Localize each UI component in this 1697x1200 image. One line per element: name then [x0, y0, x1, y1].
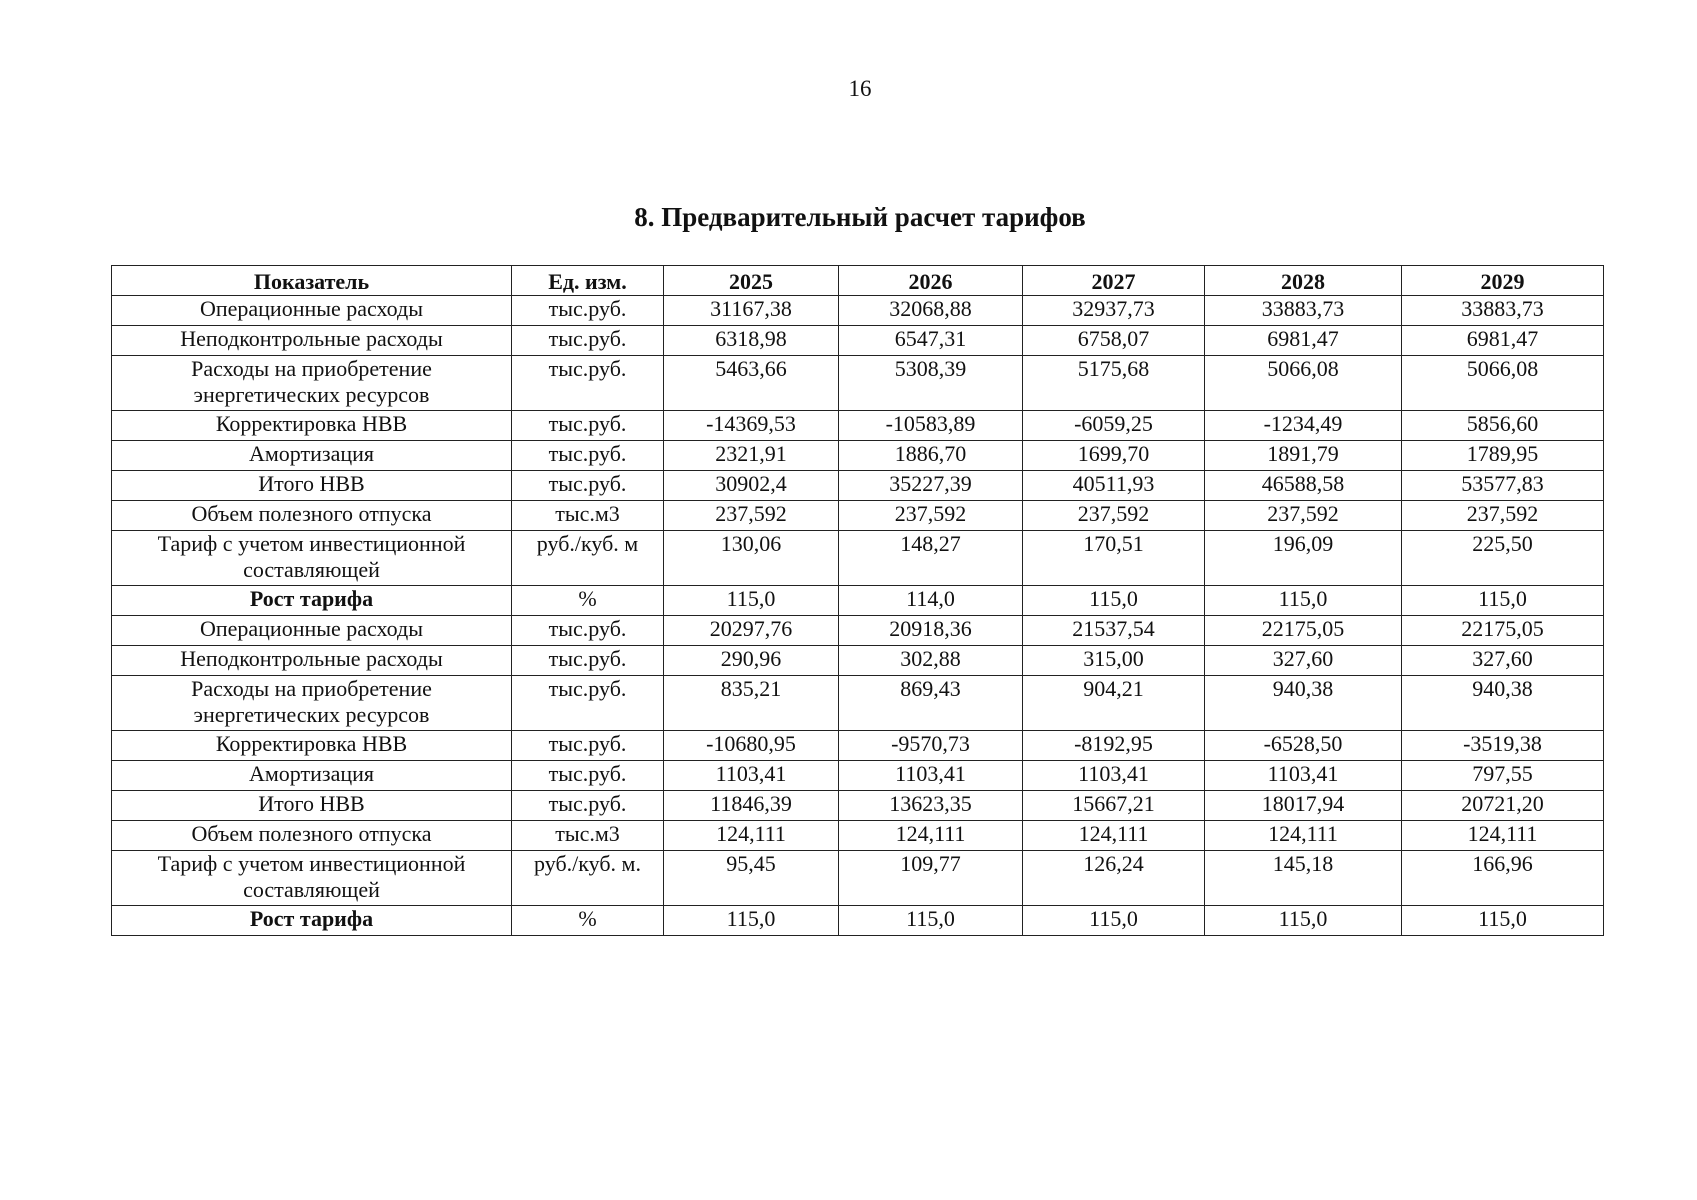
value-cell-2027: 40511,93: [1023, 471, 1205, 501]
unit-cell: тыс.м3: [512, 821, 664, 851]
value-cell-2027: 237,592: [1023, 501, 1205, 531]
value-cell-2027: 115,0: [1023, 906, 1205, 936]
value-cell-2026: 35227,39: [839, 471, 1023, 501]
table-row: [112, 906, 1604, 936]
unit-cell: тыс.руб.: [512, 646, 664, 676]
value-cell-2029: 22175,05: [1402, 616, 1604, 646]
unit-cell: тыс.м3: [512, 501, 664, 531]
value-cell-2029: 5856,60: [1402, 411, 1604, 441]
value-cell-2028: 46588,58: [1205, 471, 1402, 501]
value-cell-2029: 166,96: [1402, 851, 1604, 906]
unit-cell: тыс.руб.: [512, 676, 664, 731]
value-cell-2028: 22175,05: [1205, 616, 1402, 646]
value-cell-2026: 1886,70: [839, 441, 1023, 471]
table-row: [112, 731, 1604, 761]
table-row: [112, 586, 1604, 616]
value-cell-2025: 1103,41: [664, 761, 839, 791]
value-cell-2027: 115,0: [1023, 586, 1205, 616]
value-cell-2027: 315,00: [1023, 646, 1205, 676]
table-body: [112, 296, 1604, 936]
value-cell-2029: 6981,47: [1402, 326, 1604, 356]
unit-cell: руб./куб. м.: [512, 851, 664, 906]
value-cell-2026: 302,88: [839, 646, 1023, 676]
value-cell-2025: 237,592: [664, 501, 839, 531]
indicator-cell: Корректировка НВВ: [112, 731, 512, 761]
indicator-cell: Операционные расходы: [112, 296, 512, 326]
header-year-2025: 2025: [664, 266, 839, 296]
value-cell-2029: 53577,83: [1402, 471, 1604, 501]
table-row: [112, 411, 1604, 441]
value-cell-2025: 20297,76: [664, 616, 839, 646]
value-cell-2025: 130,06: [664, 531, 839, 586]
value-cell-2025: 30902,4: [664, 471, 839, 501]
header-year-2029: 2029: [1402, 266, 1604, 296]
value-cell-2026: 124,111: [839, 821, 1023, 851]
value-cell-2026: 6547,31: [839, 326, 1023, 356]
value-cell-2026: 109,77: [839, 851, 1023, 906]
value-cell-2026: 148,27: [839, 531, 1023, 586]
value-cell-2026: 13623,35: [839, 791, 1023, 821]
value-cell-2025: -14369,53: [664, 411, 839, 441]
value-cell-2029: 5066,08: [1402, 356, 1604, 411]
indicator-cell: Операционные расходы: [112, 616, 512, 646]
value-cell-2027: -6059,25: [1023, 411, 1205, 441]
indicator-cell: Тариф с учетом инвестиционной составляющей: [112, 531, 512, 586]
table-header-row: [112, 266, 1604, 296]
value-cell-2029: 115,0: [1402, 586, 1604, 616]
value-cell-2025: 31167,38: [664, 296, 839, 326]
indicator-cell: Итого НВВ: [112, 791, 512, 821]
indicator-cell: Объем полезного отпуска: [112, 821, 512, 851]
unit-cell: тыс.руб.: [512, 731, 664, 761]
unit-cell: %: [512, 586, 664, 616]
table-row: [112, 646, 1604, 676]
header-indicator: Показатель: [112, 266, 512, 296]
table-row: [112, 761, 1604, 791]
value-cell-2028: 18017,94: [1205, 791, 1402, 821]
value-cell-2027: 1103,41: [1023, 761, 1205, 791]
header-year-2026: 2026: [839, 266, 1023, 296]
value-cell-2025: 5463,66: [664, 356, 839, 411]
indicator-cell: Рост тарифа: [112, 906, 512, 936]
value-cell-2027: 15667,21: [1023, 791, 1205, 821]
table-row: [112, 616, 1604, 646]
value-cell-2026: 869,43: [839, 676, 1023, 731]
table-row: [112, 676, 1604, 731]
value-cell-2029: 124,111: [1402, 821, 1604, 851]
indicator-cell: Корректировка НВВ: [112, 411, 512, 441]
value-cell-2025: 95,45: [664, 851, 839, 906]
value-cell-2029: -3519,38: [1402, 731, 1604, 761]
table-row: [112, 531, 1604, 586]
value-cell-2027: 6758,07: [1023, 326, 1205, 356]
unit-cell: тыс.руб.: [512, 296, 664, 326]
value-cell-2028: -1234,49: [1205, 411, 1402, 441]
value-cell-2028: 196,09: [1205, 531, 1402, 586]
unit-cell: тыс.руб.: [512, 441, 664, 471]
value-cell-2027: 5175,68: [1023, 356, 1205, 411]
value-cell-2028: 115,0: [1205, 586, 1402, 616]
indicator-cell: Неподконтрольные расходы: [112, 326, 512, 356]
value-cell-2026: 5308,39: [839, 356, 1023, 411]
header-unit: Ед. изм.: [512, 266, 664, 296]
unit-cell: %: [512, 906, 664, 936]
unit-cell: тыс.руб.: [512, 326, 664, 356]
value-cell-2028: 237,592: [1205, 501, 1402, 531]
indicator-cell: Амортизация: [112, 761, 512, 791]
value-cell-2025: 6318,98: [664, 326, 839, 356]
value-cell-2027: 904,21: [1023, 676, 1205, 731]
table-row: [112, 821, 1604, 851]
indicator-cell: Объем полезного отпуска: [112, 501, 512, 531]
value-cell-2027: 124,111: [1023, 821, 1205, 851]
table-row: [112, 851, 1604, 906]
value-cell-2025: 2321,91: [664, 441, 839, 471]
value-cell-2028: 5066,08: [1205, 356, 1402, 411]
value-cell-2028: 124,111: [1205, 821, 1402, 851]
value-cell-2025: 115,0: [664, 586, 839, 616]
value-cell-2029: 33883,73: [1402, 296, 1604, 326]
header-year-2028: 2028: [1205, 266, 1402, 296]
table-row: [112, 441, 1604, 471]
indicator-cell: Итого НВВ: [112, 471, 512, 501]
unit-cell: тыс.руб.: [512, 471, 664, 501]
value-cell-2029: 225,50: [1402, 531, 1604, 586]
indicator-cell: Расходы на приобретение энергетических ресурсов: [112, 676, 512, 731]
value-cell-2025: 115,0: [664, 906, 839, 936]
value-cell-2028: 33883,73: [1205, 296, 1402, 326]
indicator-cell: Амортизация: [112, 441, 512, 471]
value-cell-2025: 290,96: [664, 646, 839, 676]
unit-cell: тыс.руб.: [512, 356, 664, 411]
table-row: [112, 471, 1604, 501]
value-cell-2026: 115,0: [839, 906, 1023, 936]
value-cell-2026: 114,0: [839, 586, 1023, 616]
table-row: [112, 791, 1604, 821]
unit-cell: тыс.руб.: [512, 616, 664, 646]
value-cell-2029: 1789,95: [1402, 441, 1604, 471]
value-cell-2028: 327,60: [1205, 646, 1402, 676]
indicator-cell: Неподконтрольные расходы: [112, 646, 512, 676]
value-cell-2029: 237,592: [1402, 501, 1604, 531]
value-cell-2025: 11846,39: [664, 791, 839, 821]
value-cell-2028: 145,18: [1205, 851, 1402, 906]
value-cell-2027: 21537,54: [1023, 616, 1205, 646]
value-cell-2028: 1891,79: [1205, 441, 1402, 471]
unit-cell: тыс.руб.: [512, 791, 664, 821]
value-cell-2028: 6981,47: [1205, 326, 1402, 356]
value-cell-2029: 327,60: [1402, 646, 1604, 676]
unit-cell: тыс.руб.: [512, 761, 664, 791]
tariff-table: [111, 265, 1604, 936]
table-row: [112, 296, 1604, 326]
value-cell-2026: 237,592: [839, 501, 1023, 531]
value-cell-2026: 1103,41: [839, 761, 1023, 791]
table-row: [112, 326, 1604, 356]
value-cell-2027: -8192,95: [1023, 731, 1205, 761]
value-cell-2029: 115,0: [1402, 906, 1604, 936]
indicator-cell: Тариф с учетом инвестиционной составляющей: [112, 851, 512, 906]
value-cell-2028: -6528,50: [1205, 731, 1402, 761]
value-cell-2027: 1699,70: [1023, 441, 1205, 471]
value-cell-2027: 126,24: [1023, 851, 1205, 906]
value-cell-2029: 940,38: [1402, 676, 1604, 731]
indicator-cell: Расходы на приобретение энергетических ресурсов: [112, 356, 512, 411]
value-cell-2026: -9570,73: [839, 731, 1023, 761]
section-title: 8. Предварительный расчет тарифов: [634, 202, 1086, 232]
indicator-cell: Рост тарифа: [112, 586, 512, 616]
value-cell-2025: 835,21: [664, 676, 839, 731]
value-cell-2029: 20721,20: [1402, 791, 1604, 821]
value-cell-2028: 940,38: [1205, 676, 1402, 731]
value-cell-2028: 115,0: [1205, 906, 1402, 936]
table-row: [112, 501, 1604, 531]
value-cell-2027: 32937,73: [1023, 296, 1205, 326]
value-cell-2027: 170,51: [1023, 531, 1205, 586]
page-number: 16: [848, 76, 872, 101]
value-cell-2025: -10680,95: [664, 731, 839, 761]
header-year-2027: 2027: [1023, 266, 1205, 296]
value-cell-2029: 797,55: [1402, 761, 1604, 791]
value-cell-2028: 1103,41: [1205, 761, 1402, 791]
value-cell-2026: -10583,89: [839, 411, 1023, 441]
value-cell-2026: 20918,36: [839, 616, 1023, 646]
value-cell-2026: 32068,88: [839, 296, 1023, 326]
table-row: [112, 356, 1604, 411]
unit-cell: руб./куб. м: [512, 531, 664, 586]
unit-cell: тыс.руб.: [512, 411, 664, 441]
value-cell-2025: 124,111: [664, 821, 839, 851]
